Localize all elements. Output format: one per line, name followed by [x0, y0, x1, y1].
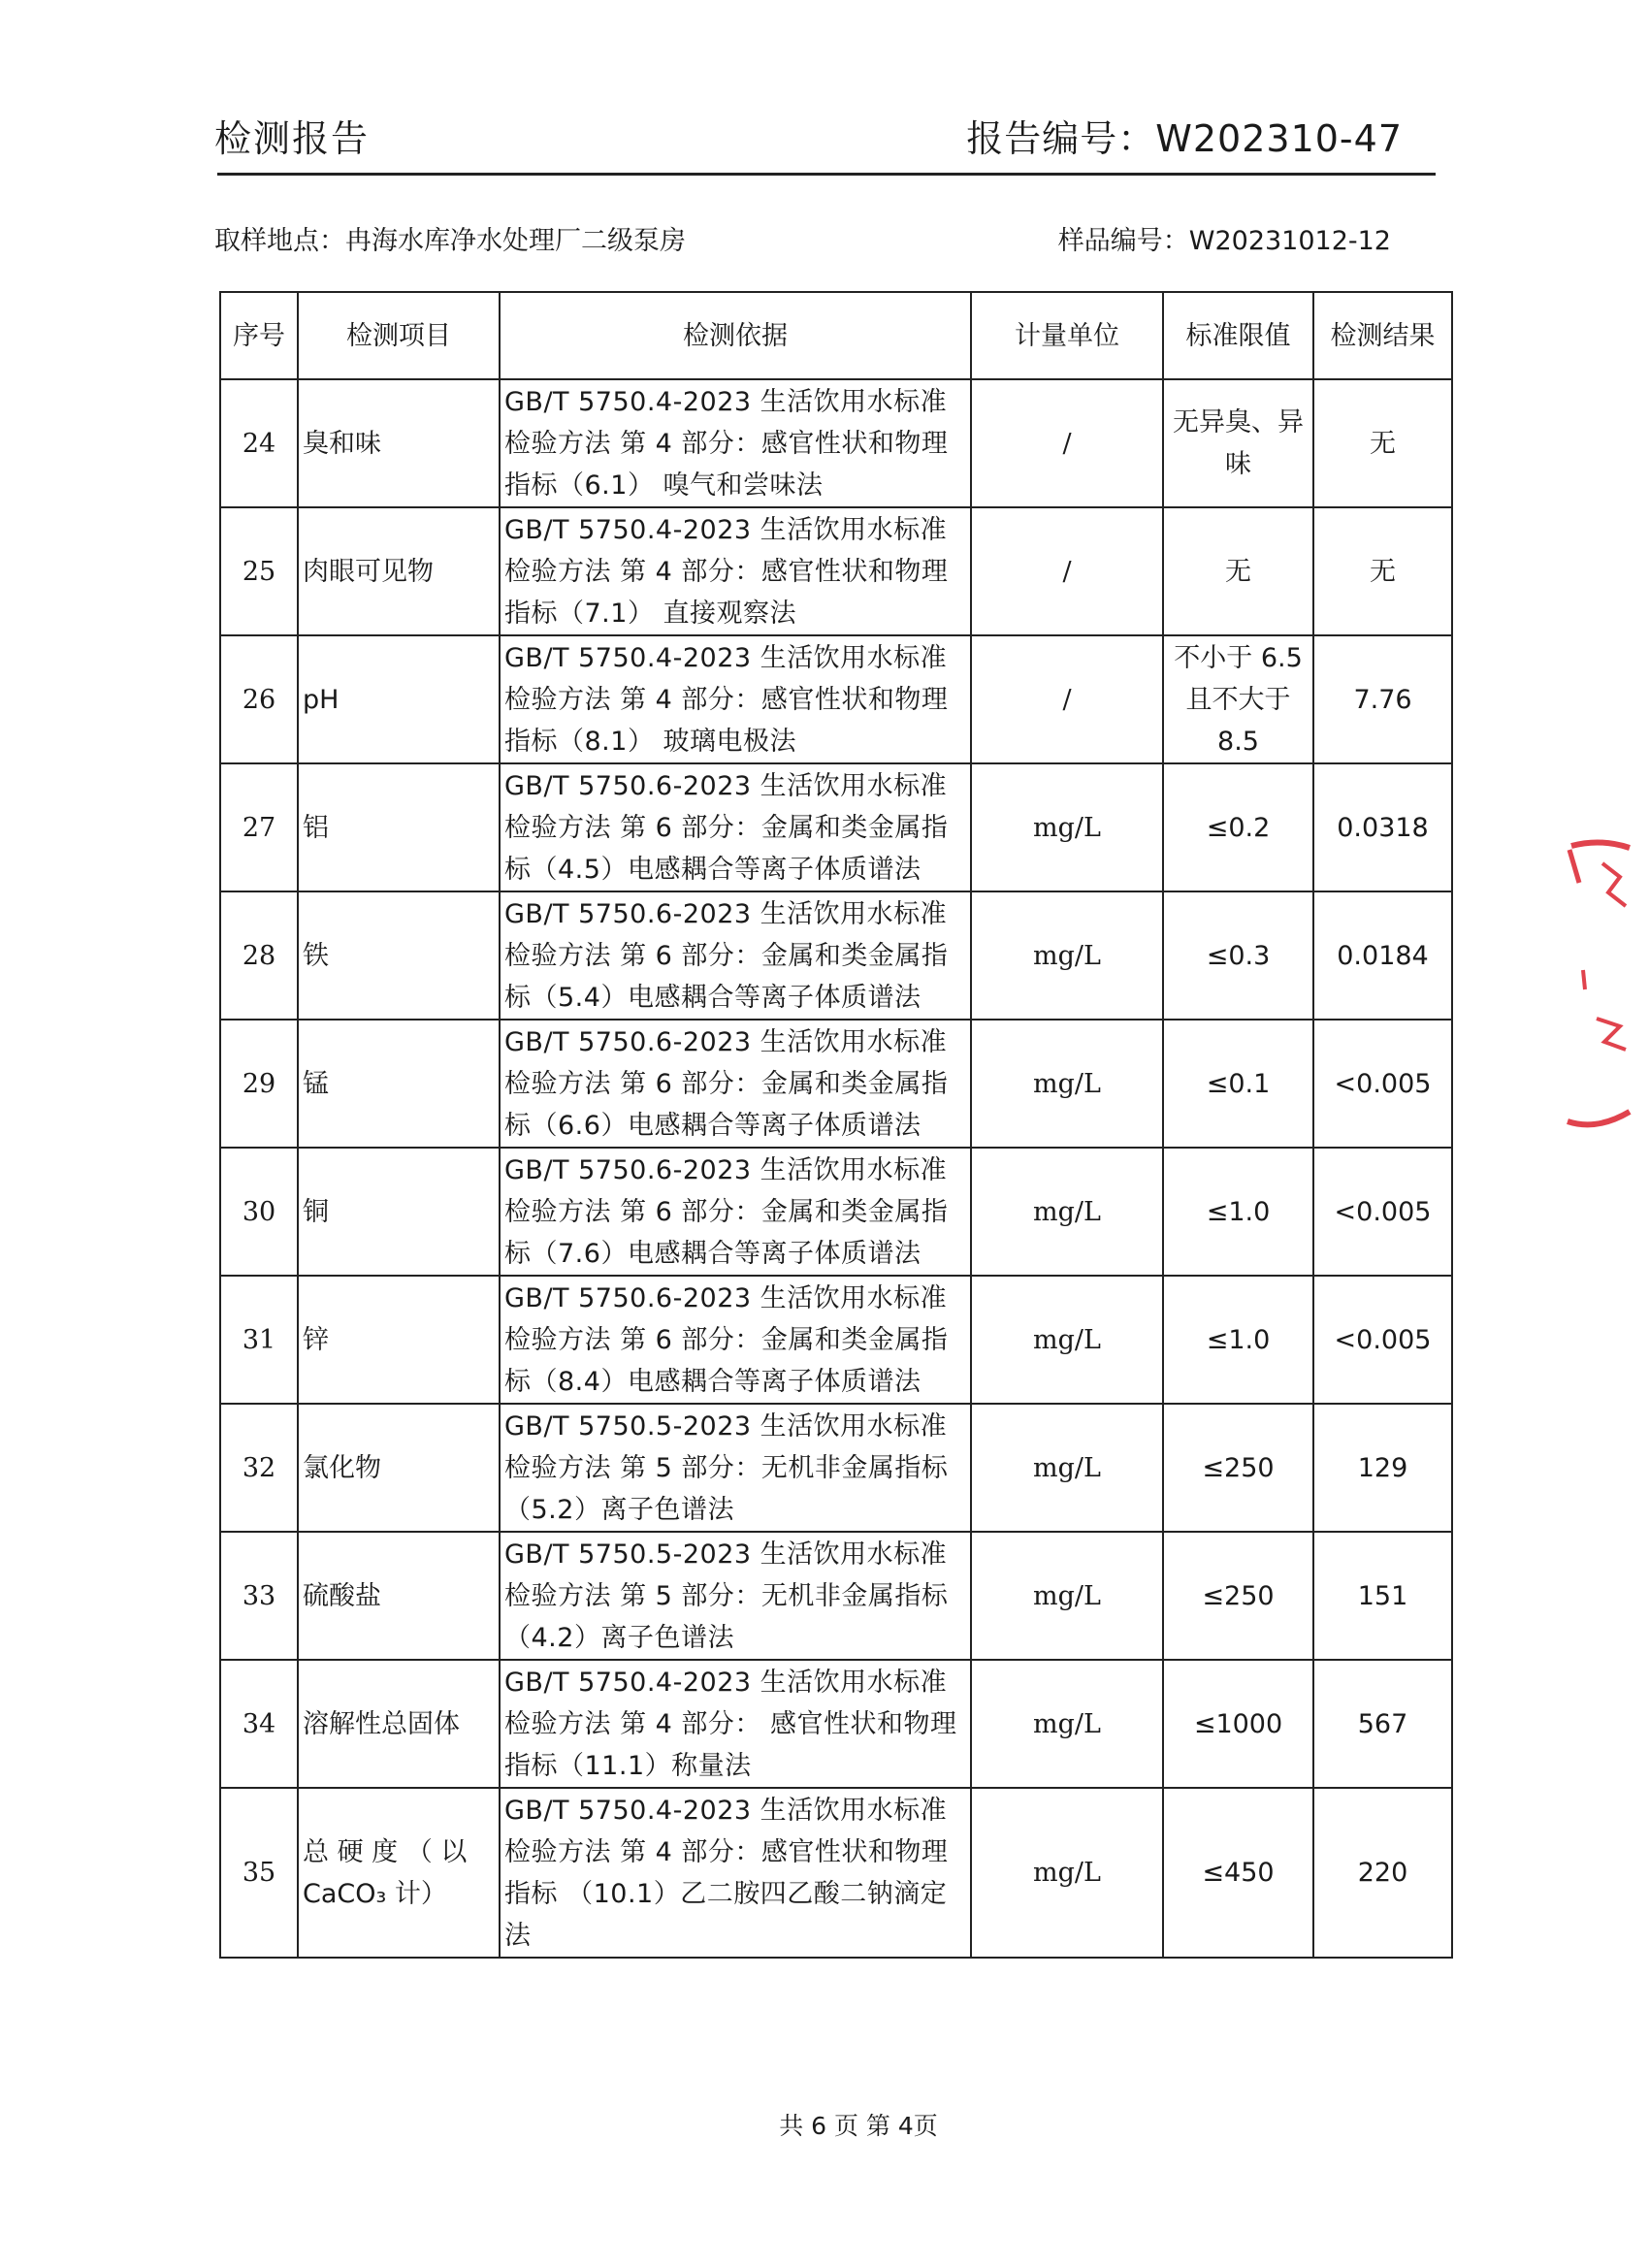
- row-item: 臭和味: [298, 379, 500, 507]
- row-item: 锌: [298, 1276, 500, 1404]
- row-item: 锰: [298, 1020, 500, 1148]
- row-result: 0.0184: [1313, 891, 1452, 1020]
- row-result: 129: [1313, 1404, 1452, 1532]
- table-row: [220, 1020, 1452, 1148]
- table-row: [220, 891, 1452, 1020]
- row-limit: ≤0.3: [1163, 891, 1313, 1020]
- row-unit: mg/L: [971, 1660, 1163, 1788]
- red-seal-stamp: [1562, 834, 1649, 1145]
- table-row: [220, 1532, 1452, 1660]
- table-row: [220, 379, 1452, 507]
- row-limit: ≤0.1: [1163, 1020, 1313, 1148]
- row-no: 29: [220, 1020, 298, 1148]
- row-limit: ≤1000: [1163, 1660, 1313, 1788]
- row-item: 溶解性总固体: [298, 1660, 500, 1788]
- row-no: 35: [220, 1788, 298, 1958]
- table-row: [220, 1788, 1452, 1958]
- table-row: [220, 1660, 1452, 1788]
- row-method: GB/T 5750.6-2023 生活饮用水标准检验方法 第 6 部分：金属和类金属指标（8.4）电感耦合等离子体质谱法: [500, 1276, 971, 1404]
- row-result: 151: [1313, 1532, 1452, 1660]
- row-method: GB/T 5750.5-2023 生活饮用水标准检验方法 第 5 部分：无机非金属指标（4.2）离子色谱法: [500, 1532, 971, 1660]
- row-limit: ≤1.0: [1163, 1148, 1313, 1276]
- row-unit: mg/L: [971, 1020, 1163, 1148]
- row-item: pH: [298, 635, 500, 763]
- table-row: [220, 1276, 1452, 1404]
- row-result: 7.76: [1313, 635, 1452, 763]
- row-method: GB/T 5750.5-2023 生活饮用水标准检验方法 第 5 部分：无机非金属指标（5.2）离子色谱法: [500, 1404, 971, 1532]
- row-method: GB/T 5750.4-2023 生活饮用水标准检验方法 第 4 部分：感官性状和物理指标（6.1） 嗅气和尝味法: [500, 379, 971, 507]
- results-table: [219, 291, 1453, 1959]
- page-number: 共 6 页 第 4页: [779, 2112, 938, 2140]
- report-title: 检测报告: [214, 117, 371, 160]
- row-item: 氯化物: [298, 1404, 500, 1532]
- row-unit: mg/L: [971, 1276, 1163, 1404]
- header-divider: [217, 173, 1436, 176]
- row-limit: 无: [1163, 507, 1313, 635]
- row-unit: mg/L: [971, 1148, 1163, 1276]
- row-item: 肉眼可见物: [298, 507, 500, 635]
- row-no: 32: [220, 1404, 298, 1532]
- row-limit: ≤1.0: [1163, 1276, 1313, 1404]
- row-limit: ≤250: [1163, 1404, 1313, 1532]
- row-unit: /: [971, 379, 1163, 507]
- row-method: GB/T 5750.4-2023 生活饮用水标准检验方法 第 4 部分：感官性状和物理指标（7.1） 直接观察法: [500, 507, 971, 635]
- row-unit: /: [971, 507, 1163, 635]
- header-unit: 计量单位: [971, 292, 1163, 379]
- row-no: 31: [220, 1276, 298, 1404]
- table-row: [220, 763, 1452, 891]
- header-no: 序号: [220, 292, 298, 379]
- row-method: GB/T 5750.4-2023 生活饮用水标准检验方法 第 4 部分：感官性状和物理指标 （10.1）乙二胺四乙酸二钠滴定法: [500, 1788, 971, 1958]
- row-limit: 无异臭、异味: [1163, 379, 1313, 507]
- row-result: <0.005: [1313, 1276, 1452, 1404]
- row-result: <0.005: [1313, 1148, 1452, 1276]
- row-method: GB/T 5750.4-2023 生活饮用水标准检验方法 第 4 部分：感官性状和物理指标（8.1） 玻璃电极法: [500, 635, 971, 763]
- row-method: GB/T 5750.4-2023 生活饮用水标准检验方法 第 4 部分： 感官性状和物理指标（11.1）称量法: [500, 1660, 971, 1788]
- row-no: 25: [220, 507, 298, 635]
- row-no: 26: [220, 635, 298, 763]
- row-result: 0.0318: [1313, 763, 1452, 891]
- row-limit: ≤0.2: [1163, 763, 1313, 891]
- header-limit: 标准限值: [1163, 292, 1313, 379]
- row-unit: mg/L: [971, 1788, 1163, 1958]
- row-item: 铁: [298, 891, 500, 1020]
- row-item: 铝: [298, 763, 500, 891]
- table-row: [220, 1148, 1452, 1276]
- row-no: 33: [220, 1532, 298, 1660]
- header-result: 检测结果: [1313, 292, 1452, 379]
- row-no: 24: [220, 379, 298, 507]
- row-result: 567: [1313, 1660, 1452, 1788]
- row-limit: 不小于 6.5 且不大于 8.5: [1163, 635, 1313, 763]
- header-method: 检测依据: [500, 292, 971, 379]
- row-no: 34: [220, 1660, 298, 1788]
- row-method: GB/T 5750.6-2023 生活饮用水标准检验方法 第 6 部分：金属和类金属指标（6.6）电感耦合等离子体质谱法: [500, 1020, 971, 1148]
- table-header-row: [220, 292, 1452, 379]
- row-limit: ≤250: [1163, 1532, 1313, 1660]
- sampling-location: 取样地点：冉海水库净水处理厂二级泵房: [214, 226, 686, 256]
- row-no: 28: [220, 891, 298, 1020]
- row-no: 27: [220, 763, 298, 891]
- header-item: 检测项目: [298, 292, 500, 379]
- row-method: GB/T 5750.6-2023 生活饮用水标准检验方法 第 6 部分：金属和类金属指标（5.4）电感耦合等离子体质谱法: [500, 891, 971, 1020]
- table-row: [220, 507, 1452, 635]
- row-item: 铜: [298, 1148, 500, 1276]
- table-row: [220, 1404, 1452, 1532]
- row-limit: ≤450: [1163, 1788, 1313, 1958]
- row-no: 30: [220, 1148, 298, 1276]
- row-result: <0.005: [1313, 1020, 1452, 1148]
- row-unit: mg/L: [971, 763, 1163, 891]
- row-result: 无: [1313, 507, 1452, 635]
- row-unit: mg/L: [971, 1404, 1163, 1532]
- report-number: 报告编号：W202310-47: [966, 117, 1403, 160]
- row-method: GB/T 5750.6-2023 生活饮用水标准检验方法 第 6 部分：金属和类金属指标（4.5）电感耦合等离子体质谱法: [500, 763, 971, 891]
- row-result: 220: [1313, 1788, 1452, 1958]
- row-item: 总 硬 度 （ 以 CaCO₃ 计）: [298, 1788, 500, 1958]
- row-unit: mg/L: [971, 891, 1163, 1020]
- table-row: [220, 635, 1452, 763]
- sample-number: 样品编号：W20231012-12: [1057, 226, 1391, 256]
- row-result: 无: [1313, 379, 1452, 507]
- row-method: GB/T 5750.6-2023 生活饮用水标准检验方法 第 6 部分：金属和类金属指标（7.6）电感耦合等离子体质谱法: [500, 1148, 971, 1276]
- row-unit: mg/L: [971, 1532, 1163, 1660]
- row-unit: /: [971, 635, 1163, 763]
- row-item: 硫酸盐: [298, 1532, 500, 1660]
